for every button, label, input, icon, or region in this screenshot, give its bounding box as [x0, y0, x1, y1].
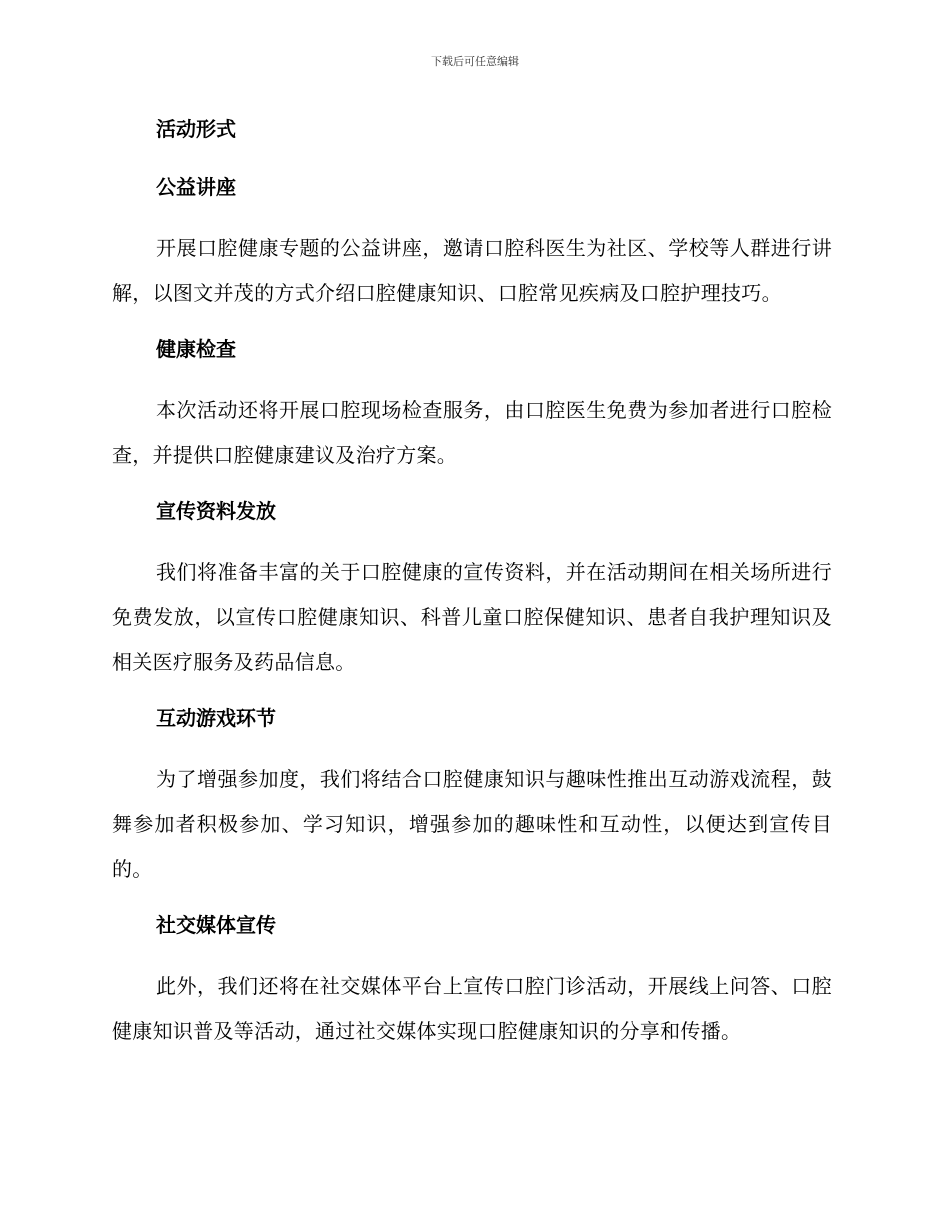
paragraph-checkup: 本次活动还将开展口腔现场检查服务，由口腔医生免费为参加者进行口腔检查，并提供口腔健康建议及治疗方案。 [112, 398, 832, 467]
paragraph-lecture: 开展口腔健康专题的公益讲座，邀请口腔科医生为社区、学校等人群进行讲解，以图文并茂的方式介绍口腔健康知识、口腔常见疾病及口腔护理技巧。 [112, 236, 832, 305]
section-heading-activity-form: 活动形式 [156, 117, 236, 141]
section-heading-materials: 宣传资料发放 [156, 499, 276, 523]
paragraph-games: 为了增强参加度，我们将结合口腔健康知识与趣味性推出互动游戏流程，鼓舞参加者积极参加、学习知识，增强参加的趣味性和互动性，以便达到宣传目的。 [112, 767, 832, 881]
page-header-note: 下载后可任意编辑 [431, 55, 519, 68]
paragraph-materials: 我们将准备丰富的关于口腔健康的宣传资料，并在活动期间在相关场所进行免费发放，以宣传口腔健康知识、科普儿童口腔保健知识、患者自我护理知识及相关医疗服务及药品信息。 [112, 560, 832, 674]
section-heading-games: 互动游戏环节 [156, 706, 276, 730]
section-heading-lecture: 公益讲座 [156, 175, 236, 199]
document-body [112, 110, 832, 1068]
section-heading-social: 社交媒体宣传 [156, 913, 276, 937]
paragraph-social: 此外，我们还将在社交媒体平台上宣传口腔门诊活动，开展线上问答、口腔健康知识普及等活动，通过社交媒体实现口腔健康知识的分享和传播。 [112, 974, 832, 1043]
section-heading-checkup: 健康检查 [156, 337, 236, 361]
